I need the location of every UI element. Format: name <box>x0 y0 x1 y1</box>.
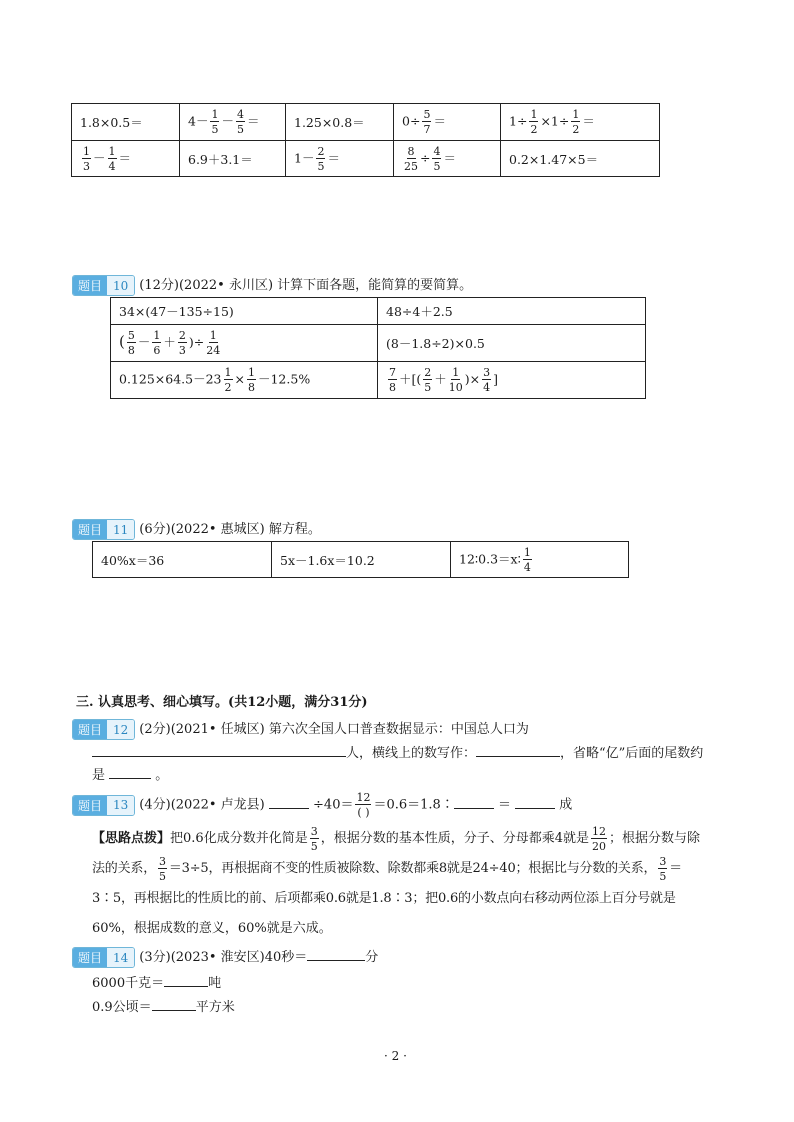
question-13-line: 题目 13 (4分)(2022• 卢龙县) ÷40＝ 12 ( ) ＝0.6＝1.8∶ ＝ 成 <box>72 792 572 818</box>
question-10-header: 题目 10 (12分)(2022• 永川区) 计算下面各题，能简算的要简算。 <box>72 274 472 296</box>
cell-r1c5: 1÷ $\frac{1}{2}$ ×1÷ $\frac{1}{2}$ ＝ <box>501 104 660 141</box>
cell-r1c4: 0÷ $\frac{5}{7}$ ＝ <box>394 104 501 141</box>
question-tag: 题目 14 <box>72 947 135 968</box>
cell-q10-r3c2: $\frac{7}{8}$ ＋[( $\frac{2}{5}$ ＋ $\frac{1}{10}$ )× $\frac{3}{4}$ ] <box>378 362 646 399</box>
equation-table-11 <box>92 541 629 578</box>
cell-q11-c1: 40%x＝36 <box>93 542 272 578</box>
question-tag: 题目 12 <box>72 719 135 740</box>
cell-q10-r1c2: 48÷4＋2.5 <box>378 298 646 325</box>
question-tag: 题目 13 <box>72 795 135 816</box>
hint-line-4: 60%，根据成数的意义，60%就是六成。 <box>92 921 332 936</box>
answer-blank[interactable] <box>269 794 309 809</box>
section-3-title: 三. 认真思考、细心填写。(共12小题，满分31分) <box>76 695 368 710</box>
cell-r2c3: 1－ $\frac{2}{5}$ ＝ <box>286 141 394 177</box>
hint-line-2: 法的关系， $\frac{3}{5}$ ＝3÷5，再根据商不变的性质被除数、除数都乘8就是24÷40；根据比与分数的关系， $\frac{3}{5}$ ＝ <box>92 854 682 883</box>
cell-q11-c3: 12∶0.3＝x∶ $\frac{1}{4}$ <box>451 542 629 578</box>
answer-blank[interactable] <box>476 742 560 757</box>
cell-q10-r3c1: 0.125×64.5－23 $\frac{1}{2}$ × $\frac{1}{8}$ －12.5% <box>111 362 378 399</box>
cell-q10-r2c1: ( $\frac{5}{8}$ － $\frac{1}{6}$ ＋ $\frac{2}{3}$ )÷ $\frac{1}{24}$ <box>111 325 378 362</box>
cell-q10-r2c2: (8－1.8÷2)×0.5 <box>378 325 646 362</box>
cell-r1c1: 1.8×0.5＝ <box>72 104 180 141</box>
answer-blank[interactable] <box>515 794 555 809</box>
cell-q11-c2: 5x－1.6x＝10.2 <box>272 542 451 578</box>
question-14-line3: 0.9公顷＝ 平方米 <box>92 996 235 1015</box>
hint-line-3: 3∶5，再根据比的性质比的前、后项都乘0.6就是1.8∶3；把0.6的小数点向右移动两位添上百分号就是 <box>92 891 676 906</box>
answer-blank[interactable] <box>307 946 365 961</box>
answer-blank[interactable] <box>92 742 346 757</box>
question-11-header: 题目 11 (6分)(2022• 惠城区) 解方程。 <box>72 518 321 540</box>
cell-r1c2: 4－ $\frac{1}{5}$ － $\frac{4}{5}$ ＝ <box>180 104 286 141</box>
cell-r2c5: 0.2×1.47×5＝ <box>501 141 660 177</box>
calc-table-10 <box>110 297 646 399</box>
question-14-line2: 6000千克＝ 吨 <box>92 972 221 991</box>
cell-r2c4: $\frac{8}{25}$ ÷ $\frac{4}{5}$ ＝ <box>394 141 501 177</box>
cell-r1c3: 1.25×0.8＝ <box>286 104 394 141</box>
question-12-line3: 是 。 <box>92 764 168 783</box>
page-number: · 2 · <box>384 1049 407 1063</box>
calc-table-1 <box>71 103 660 177</box>
answer-blank[interactable] <box>454 794 494 809</box>
cell-r2c1: $\frac{1}{3}$ － $\frac{1}{4}$ ＝ <box>72 141 180 177</box>
cell-q10-r1c1: 34×(47－135÷15) <box>111 298 378 325</box>
question-14-line1: 题目 14 (3分)(2023• 淮安区)40秒＝ 分 <box>72 946 378 968</box>
question-12-line1: 题目 12 (2分)(2021• 任城区) 第六次全国人口普查数据显示：中国总人口为 <box>72 718 529 740</box>
answer-blank[interactable] <box>164 972 208 987</box>
cell-r2c2: 6.9＋3.1＝ <box>180 141 286 177</box>
answer-blank[interactable] <box>152 996 196 1011</box>
hint-paragraph <box>92 824 722 944</box>
question-12-line2: 人，横线上的数写作： ，省略“亿”后面的尾数约 <box>92 742 703 761</box>
answer-blank[interactable] <box>109 764 151 779</box>
hint-line-1: 【思路点拨】把0.6化成分数并化简是 $\frac{3}{5}$ ，根据分数的基本性质，分子、分母都乘4就是 $\frac{12}{20}$ ；根据分数与除 <box>92 824 700 853</box>
question-tag: 题目 11 <box>72 519 135 540</box>
question-tag: 题目 10 <box>72 275 135 296</box>
